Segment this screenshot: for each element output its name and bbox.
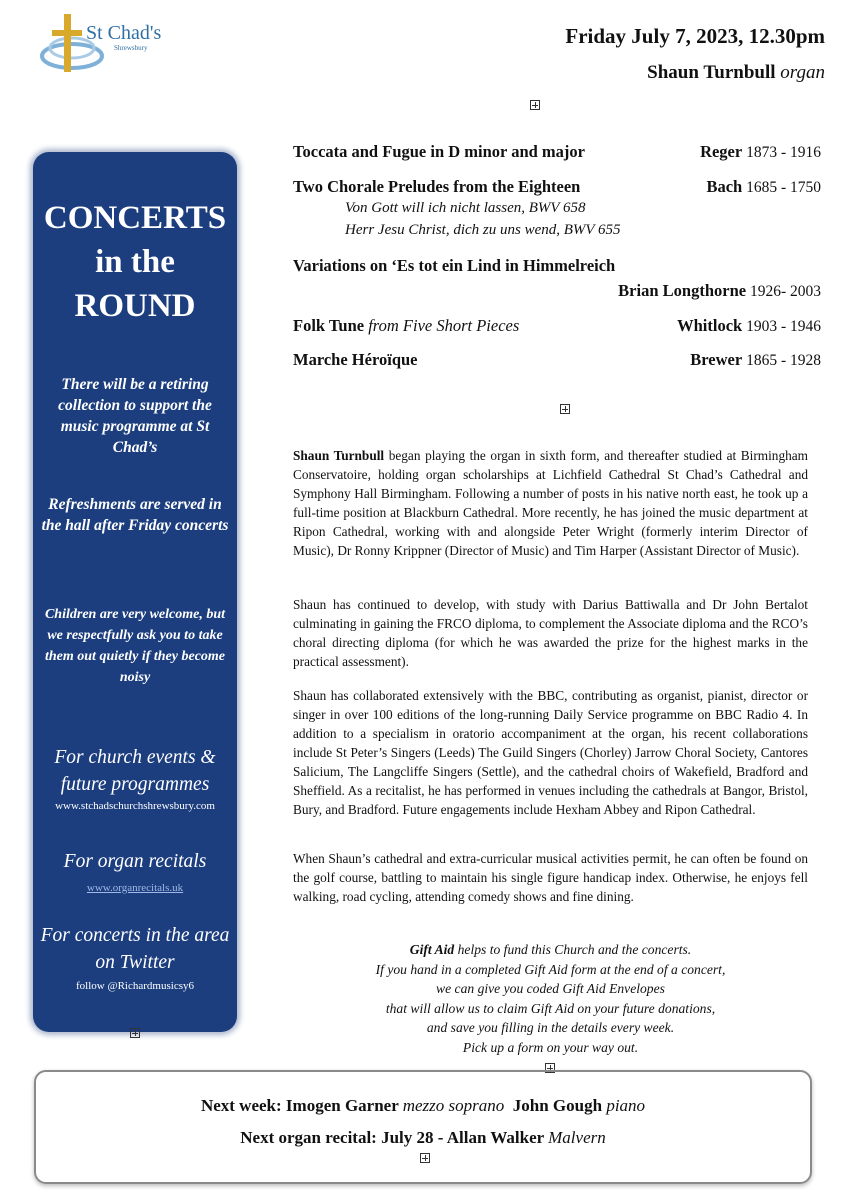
- recitals-heading: For organ recitals: [63, 851, 207, 872]
- sub-piece: Von Gott will ich nicht lassen, BWV 658: [345, 200, 586, 216]
- children-note: Children are very welcome, but we respectfully ask you to take them out quietly if they become noisy: [44, 607, 226, 685]
- piece-title: Variations on ‘Es tot ein Lind in Himmelreich: [293, 256, 616, 275]
- gift-aid-line: [293, 940, 808, 960]
- performer-role: organ: [780, 62, 825, 83]
- collection-note: There will be a retiring collection to support the music programme at St Chad’s: [58, 376, 212, 456]
- composer-dates: 1685 - 1750: [742, 179, 821, 196]
- bio-text: began playing the organ in sixth form, and thereafter studied at Birmingham Conservatoire, holding organ scholarships at Lichfield Cathedral St Chad’s Cathedral and Symphony Hall Birmingham. Following a number of posts in his native north east, he took up a full-time position at Blackburn Cathedral. More recently, he has joined the music department at Ripon Cathedral, working with and alongside Peter Wright (formerly interim Director of Music), Dr Ronny Krippner (Director of Music) and Tim Harper (Assistant Director of Music).: [293, 448, 808, 558]
- composer-dates: 1865 - 1928: [742, 352, 821, 369]
- next-recital-label: Next organ recital: July 28 - Allan Walker: [240, 1128, 549, 1147]
- concerts-title: [33, 196, 237, 328]
- programme-item: [293, 142, 585, 162]
- composer-name: Bach: [706, 177, 743, 196]
- anchor-icon: [130, 1028, 140, 1038]
- gift-aid-line: If you hand in a completed Gift Aid form at the end of a concert,: [375, 961, 726, 977]
- gift-aid-note: [293, 940, 808, 1058]
- title-line: CONCERTS: [43, 200, 227, 236]
- next-week-role: mezzo soprano: [402, 1096, 505, 1115]
- composer: [706, 177, 821, 197]
- next-week-line: [36, 1096, 810, 1116]
- composer: [700, 142, 821, 162]
- sub-piece: Herr Jesu Christ, dich zu uns wend, BWV 655: [345, 222, 621, 238]
- composer: [677, 316, 821, 336]
- piece-title: Marche Héroïque: [293, 350, 418, 369]
- programme-item: [293, 256, 615, 276]
- composer-name: Reger: [700, 142, 743, 161]
- gift-aid-bold: Gift Aid: [409, 942, 455, 957]
- programme-item: [293, 177, 580, 197]
- logo-subtext: Shrewsbury: [114, 44, 148, 52]
- twitter-heading: For concerts in the area on Twitter: [40, 925, 230, 973]
- piece-title: Folk Tune: [293, 316, 369, 335]
- bio-paragraph: [293, 446, 808, 560]
- bio-name: Shaun Turnbull: [293, 448, 385, 463]
- bio-paragraph: Shaun has continued to develop, with study with Darius Battiwalla and Dr John Bertalot culminating in gaining the FRCO diploma, to complement the Associate diploma and the RCO’s choral directing diploma (for which he was awarded the prize for the highest marks in the practical assessment).: [293, 597, 808, 669]
- composer-dates: 1926- 2003: [746, 283, 821, 300]
- bio-paragraph: When Shaun’s cathedral and extra-curricular musical activities permit, he can often be found on the golf course, battling to maintain his single figure handicap index. Otherwise, he enjoys fell walking, road cycling, attending comedy shows and fine dining.: [293, 851, 808, 904]
- events-heading: For church events & future programmes: [54, 747, 216, 795]
- twitter-handle[interactable]: follow @Richardmusicsy6: [76, 980, 194, 992]
- church-logo: [28, 10, 168, 74]
- gift-aid-line: that will allow us to claim Gift Aid on your future donations,: [385, 1000, 716, 1016]
- piece-title: Toccata and Fugue in D minor and major: [293, 142, 585, 161]
- composer-name: Whitlock: [677, 316, 743, 335]
- piece-title: Two Chorale Preludes from the Eighteen: [293, 177, 581, 196]
- programme-item: [293, 316, 519, 336]
- composer-dates: 1903 - 1946: [742, 318, 821, 335]
- events-url[interactable]: www.stchadschurchshrewsbury.com: [55, 800, 215, 812]
- recitals-link[interactable]: www.organrecitals.uk: [86, 882, 184, 894]
- programme-item: [293, 350, 418, 370]
- composer-dates: 1873 - 1916: [742, 144, 821, 161]
- composer-name: Brewer: [690, 350, 743, 369]
- gift-aid-line: Pick up a form on your way out.: [462, 1039, 639, 1055]
- anchor-icon: [530, 100, 540, 110]
- next-concerts-box: [34, 1070, 812, 1184]
- next-recital-line: [36, 1128, 810, 1148]
- gift-aid-line: we can give you coded Gift Aid Envelopes: [436, 981, 665, 997]
- composer: [690, 350, 821, 370]
- concert-date: Friday July 7, 2023, 12.30pm: [565, 24, 825, 48]
- bio-paragraph: Shaun has collaborated extensively with the BBC, contributing as organist, pianist, director or singer in over 100 editions of the long-running Daily Service programme on BBC Radio 4. In addition to a specialism in oratorio accompaniment at the organ, his recent collaborations include St Peter’s Singers (Leeds) The Guild Singers (Chorley) Jarrow Choral Society, Cantores Salicium, The Langcliffe Singers (Settle), and the cathedral choirs of Wakefield, Bradford and Sheffield. As a recitalist, he has performed in venues including the cathedrals at Bangor, Bristol, Bury, and Bradford. Future engagements include Hexham Abbey and Ripon Cathedral.: [293, 688, 808, 817]
- next-week-role: piano: [606, 1096, 646, 1115]
- composer: [618, 281, 821, 301]
- next-recital-place: Malvern: [548, 1128, 606, 1147]
- composer-name: Brian Longthorne: [618, 281, 747, 300]
- refreshments-note: Refreshments are served in the hall after Friday concerts: [41, 496, 229, 534]
- performer-line: [647, 62, 825, 84]
- title-line: ROUND: [74, 288, 196, 324]
- gift-aid-line: and save you filling in the details every week.: [426, 1020, 675, 1036]
- piece-subtitle: from Five Short Pieces: [368, 316, 520, 335]
- performer-name: Shaun Turnbull: [647, 62, 776, 83]
- anchor-icon: [420, 1153, 430, 1163]
- sidebar-panel: [33, 152, 237, 1032]
- title-line: in the: [95, 244, 175, 280]
- logo-text: St Chad's: [86, 22, 162, 44]
- anchor-icon: [560, 404, 570, 414]
- gift-aid-text: helps to fund this Church and the concerts.: [454, 942, 692, 957]
- next-week-label: Next week: Imogen Garner: [200, 1096, 403, 1115]
- next-week-name: John Gough: [504, 1096, 607, 1115]
